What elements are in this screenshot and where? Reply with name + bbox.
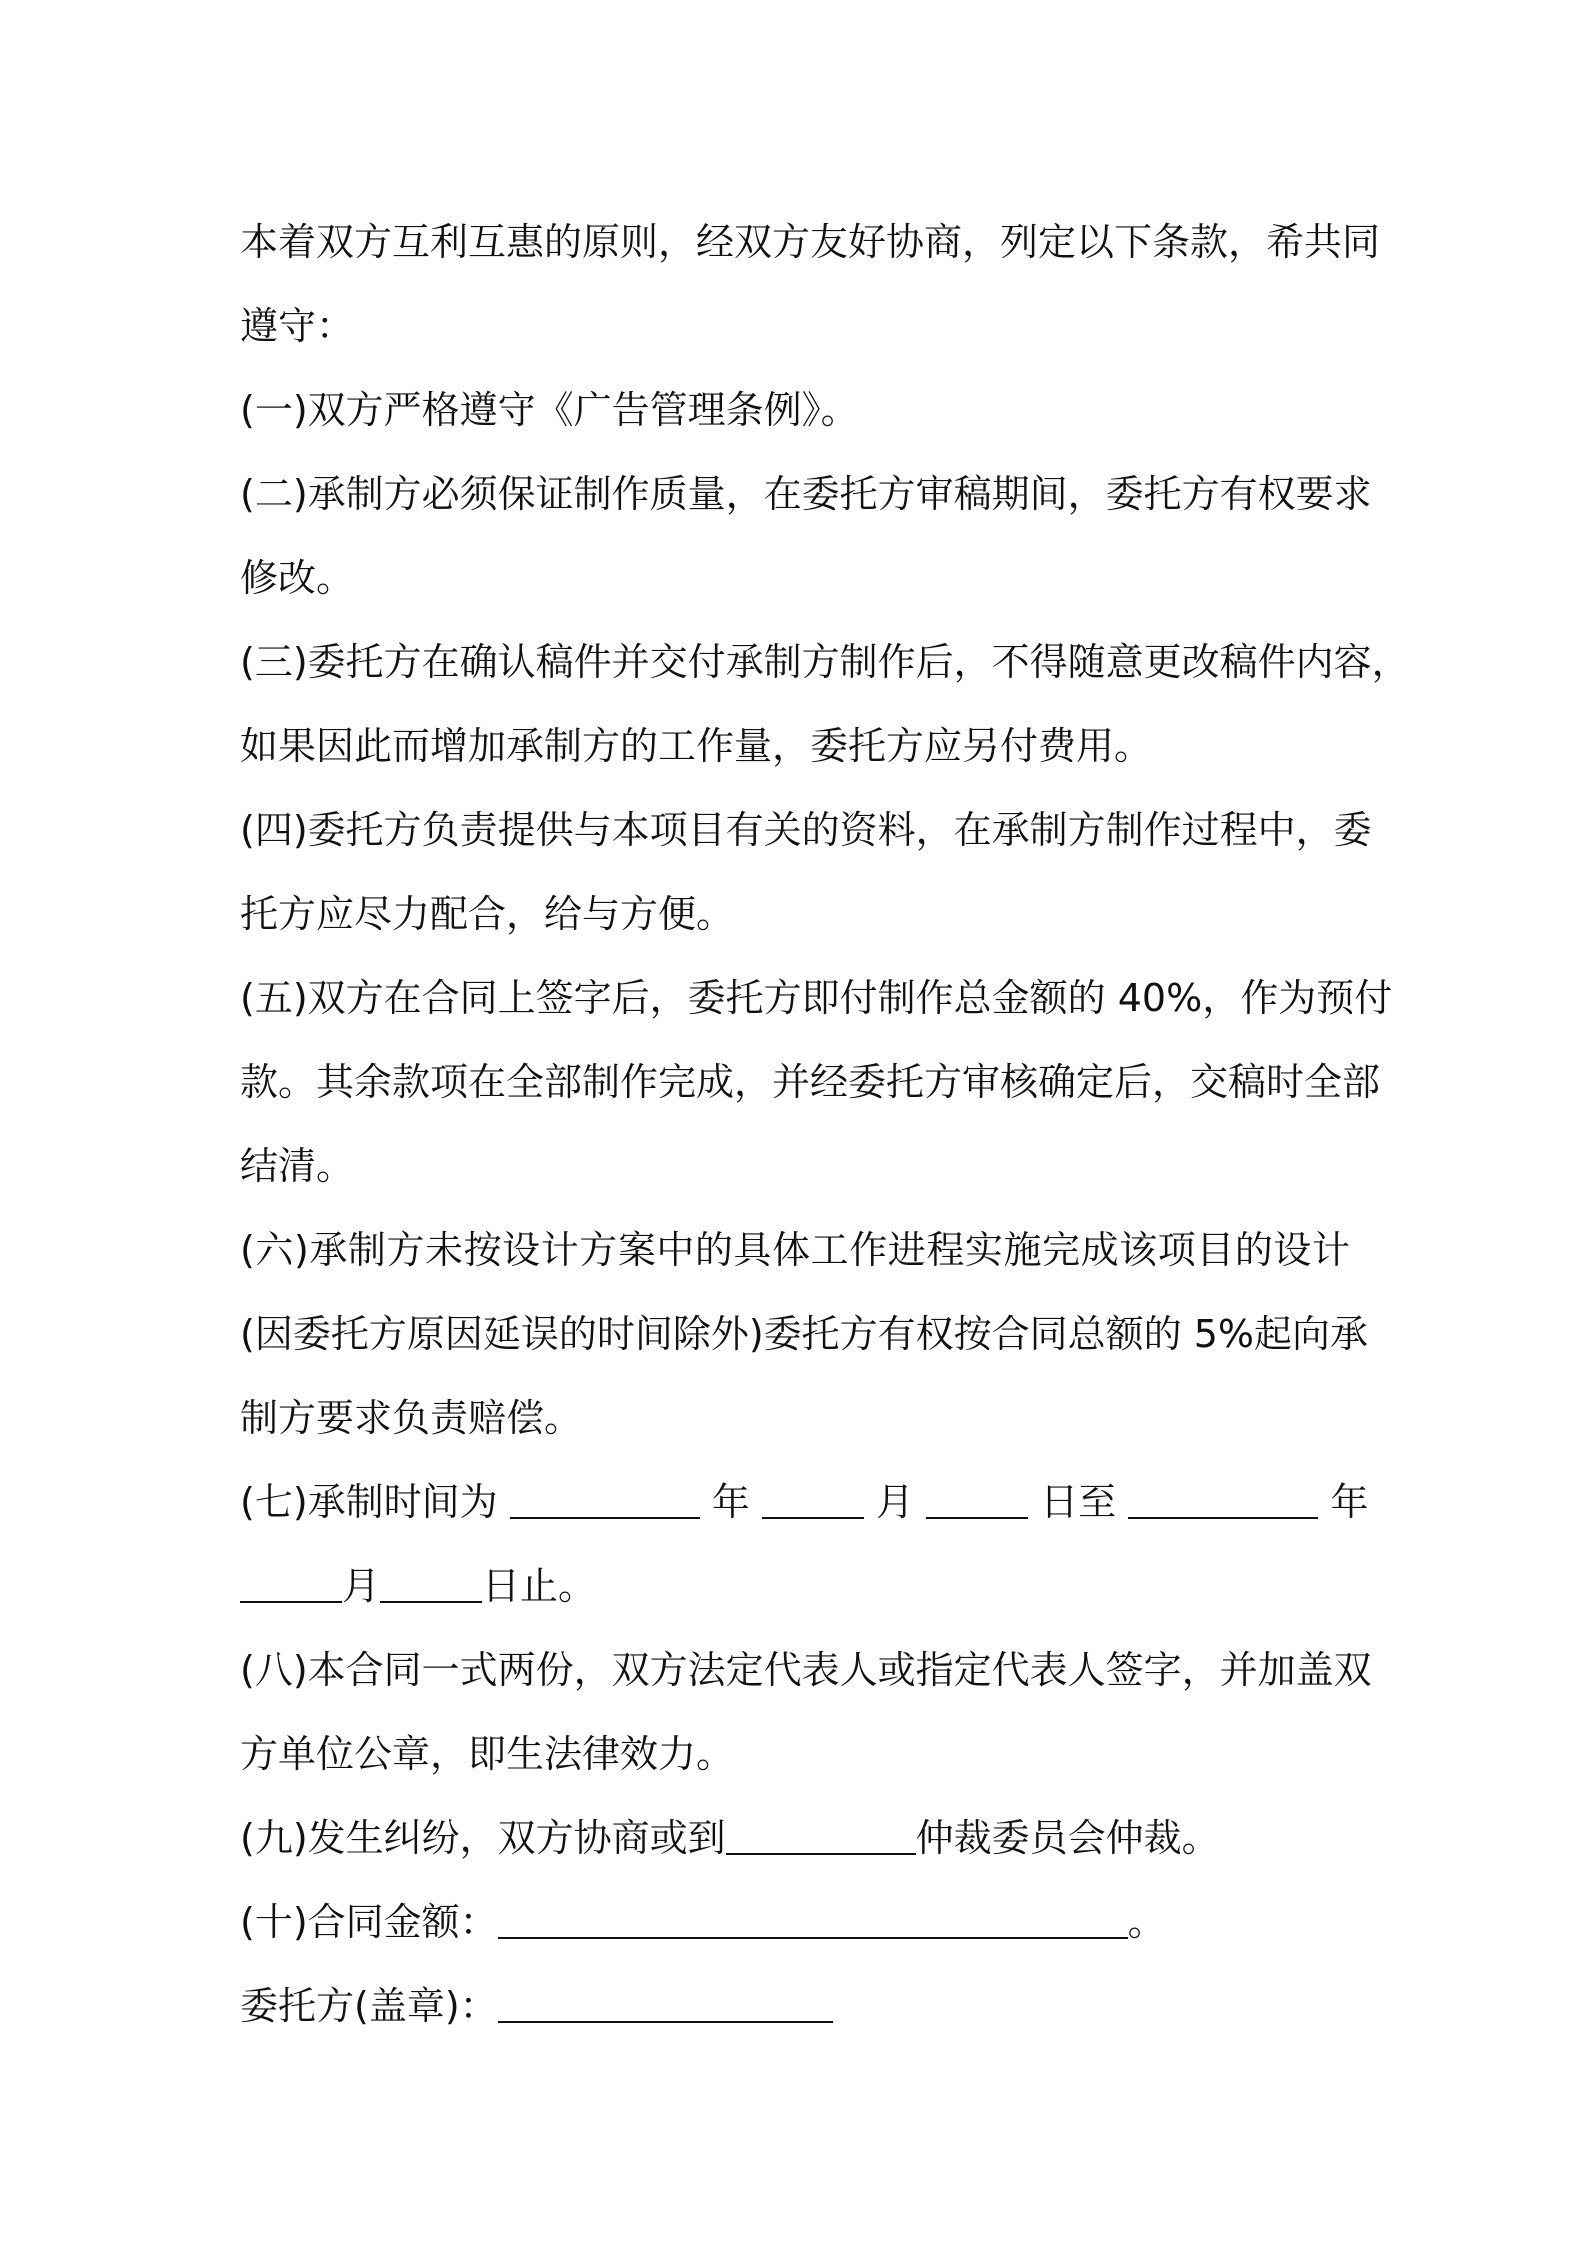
contract-amount-blank[interactable] — [498, 1901, 1128, 1939]
clause-7-year-1: 年 — [711, 1480, 750, 1524]
clause-8-line-2: 方单位公章，即生法律效力。 — [240, 1732, 735, 1776]
clause-7-day-1: 日至 — [1040, 1480, 1117, 1524]
clause-10-suffix: 。 — [1127, 1900, 1166, 1944]
clause-7-year-2: 年 — [1330, 1480, 1369, 1524]
clause-2-line-2: 修改。 — [240, 556, 355, 600]
clause-9-suffix: 仲裁委员会仲裁。 — [915, 1816, 1220, 1860]
clause-9-prefix: (九)发生纠纷，双方协商或到 — [240, 1816, 726, 1860]
clause-7-month-2: 月 — [342, 1564, 381, 1608]
start-month-blank[interactable] — [762, 1481, 864, 1519]
clause-3-line-1: (三)委托方在确认稿件并交付承制方制作后，不得随意更改稿件内容， — [240, 640, 1410, 684]
intro-line-2: 遵守： — [240, 304, 355, 348]
signature-line — [240, 1964, 1350, 2048]
clause-10-prefix: (十)合同金额： — [240, 1900, 498, 1944]
clause-6-line-1: (六)承制方未按设计方案中的具体工作进程实施完成该项目的设计 — [240, 1228, 1350, 1272]
client-seal-blank[interactable] — [498, 1985, 833, 2023]
clause-7-month-1: 月 — [876, 1480, 915, 1524]
clause-4-line-2: 托方应尽力配合，给与方便。 — [240, 892, 735, 936]
clause-5-line-1: (五)双方在合同上签字后，委托方即付制作总金额的 40%，作为预付 — [240, 976, 1393, 1020]
clause-7-prefix: (七)承制时间为 — [240, 1480, 498, 1524]
clause-4-line-1: (四)委托方负责提供与本项目有关的资料，在承制方制作过程中，委 — [240, 808, 1372, 852]
start-year-blank[interactable] — [510, 1481, 700, 1519]
end-year-blank[interactable] — [1128, 1481, 1318, 1519]
clause-9-line — [240, 1796, 1350, 1880]
arbitration-committee-blank[interactable] — [726, 1817, 916, 1855]
clause-5-line-2: 款。其余款项在全部制作完成，并经委托方审核确定后，交稿时全部 — [240, 1060, 1381, 1104]
clause-6-line-2: (因委托方原因延误的时间除外)委托方有权按合同总额的 5%起向承 — [240, 1312, 1369, 1356]
clause-5-line-3: 结清。 — [240, 1144, 355, 1188]
clause-7-line-2 — [240, 1544, 1350, 1628]
clause-10-line — [240, 1880, 1350, 1964]
start-day-blank[interactable] — [926, 1481, 1028, 1519]
clause-2-line-1: (二)承制方必须保证制作质量，在委托方审稿期间，委托方有权要求 — [240, 472, 1372, 516]
end-day-blank[interactable] — [380, 1565, 482, 1603]
clause-8-line-1: (八)本合同一式两份，双方法定代表人或指定代表人签字，并加盖双 — [240, 1648, 1372, 1692]
clause-3-line-2: 如果因此而增加承制方的工作量，委托方应另付费用。 — [240, 724, 1153, 768]
clause-7-line-1 — [240, 1460, 1369, 1544]
intro-line-1: 本着双方互利互惠的原则，经双方友好协商，列定以下条款，希共同 — [240, 220, 1381, 264]
clause-1-line-1: (一)双方严格遵守《广告管理条例》。 — [240, 388, 859, 432]
clause-7-day-end: 日止。 — [482, 1564, 597, 1608]
client-seal-label: 委托方(盖章)： — [240, 1984, 498, 2028]
end-month-blank[interactable] — [240, 1565, 342, 1603]
clause-6-line-3: 制方要求负责赔偿。 — [240, 1396, 583, 1440]
contract-body — [240, 200, 1410, 2048]
